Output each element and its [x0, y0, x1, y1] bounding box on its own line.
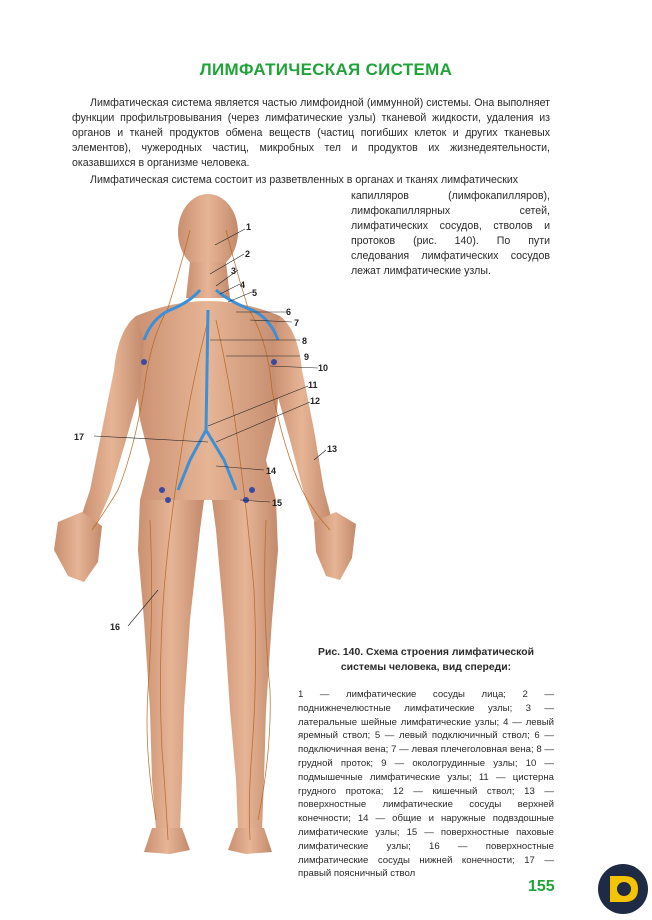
figure-label-12: 12: [310, 396, 321, 406]
figure-label-4: 4: [240, 280, 246, 290]
structure-paragraph-start: Лимфатическая система состоит из разветвленных в органах и тканях лимфатических: [90, 174, 519, 186]
publisher-logo-icon: [596, 862, 650, 916]
figure-legend: 1 — лимфатические сосуды лица; 2 — поднижнечелюстные лимфатические узлы; 3 — латеральные шейные лимфатические узлы; 4 — левый яремный ствол; 5 — левый подключичный ствол; 6 — подключичная вена; 7 — левая плечеголовная вена; 8 — грудной проток; 9 — окологрудинные узлы; 10 — подмышечные лимфатические узлы; 11 — цистерна грудного протока; 12 — кишечный ствол; 13 — поверхностные лимфатические сосуды верхней конечности; 14 — общие и наружные подвздошные лимфатические узлы; 15 — поверхностные паховые лимфатические узлы; 16 — поверхностные лимфатические сосуды нижней конечности; 17 — правый поясничный ствол: [298, 689, 554, 880]
figure-label-3: 3: [231, 266, 237, 276]
figure-label-6: 6: [286, 307, 292, 317]
figure-label-1: 1: [246, 222, 252, 232]
figure-label-15: 15: [272, 498, 283, 508]
figure-label-17: 17: [74, 432, 85, 442]
structure-paragraph-continuation: капилляров (лимфокапилляров), лимфокапиллярных сетей, лимфатических сосудов, стволов и протоков (рис. 140). По пути следования лимфатических сосудов лежат лимфатические узлы.: [351, 190, 550, 278]
figure-label-14: 14: [266, 466, 277, 476]
figure-caption-title: Рис. 140. Схема строения лимфатической системы человека, вид спереди:: [318, 647, 534, 673]
figure-label-2: 2: [245, 249, 251, 259]
intro-paragraph: Лимфатическая система является частью лимфоидной (иммунной) системы. Она выполняет функции профильтровывания (через лимфатические узлы) тканевой жидкости, удаления из органов и тканей продуктов обмена веществ (частиц погибших клеток и других тканевых элементов), чужеродных частиц, микробных тел и продуктов их жизнедеятельности, оказавшихся в организме человека.: [72, 97, 550, 170]
figure-label-8: 8: [302, 336, 308, 346]
figure-label-10: 10: [318, 363, 329, 373]
figure-label-5: 5: [252, 288, 258, 298]
figure-label-9: 9: [304, 352, 310, 362]
figure-label-7: 7: [294, 318, 300, 328]
figure-label-13: 13: [327, 444, 338, 454]
figure-label-16: 16: [110, 622, 121, 632]
page-number: 155: [528, 878, 555, 895]
page-title: ЛИМФАТИЧЕСКАЯ СИСТЕМА: [199, 60, 453, 79]
figure-label-11: 11: [308, 380, 318, 390]
